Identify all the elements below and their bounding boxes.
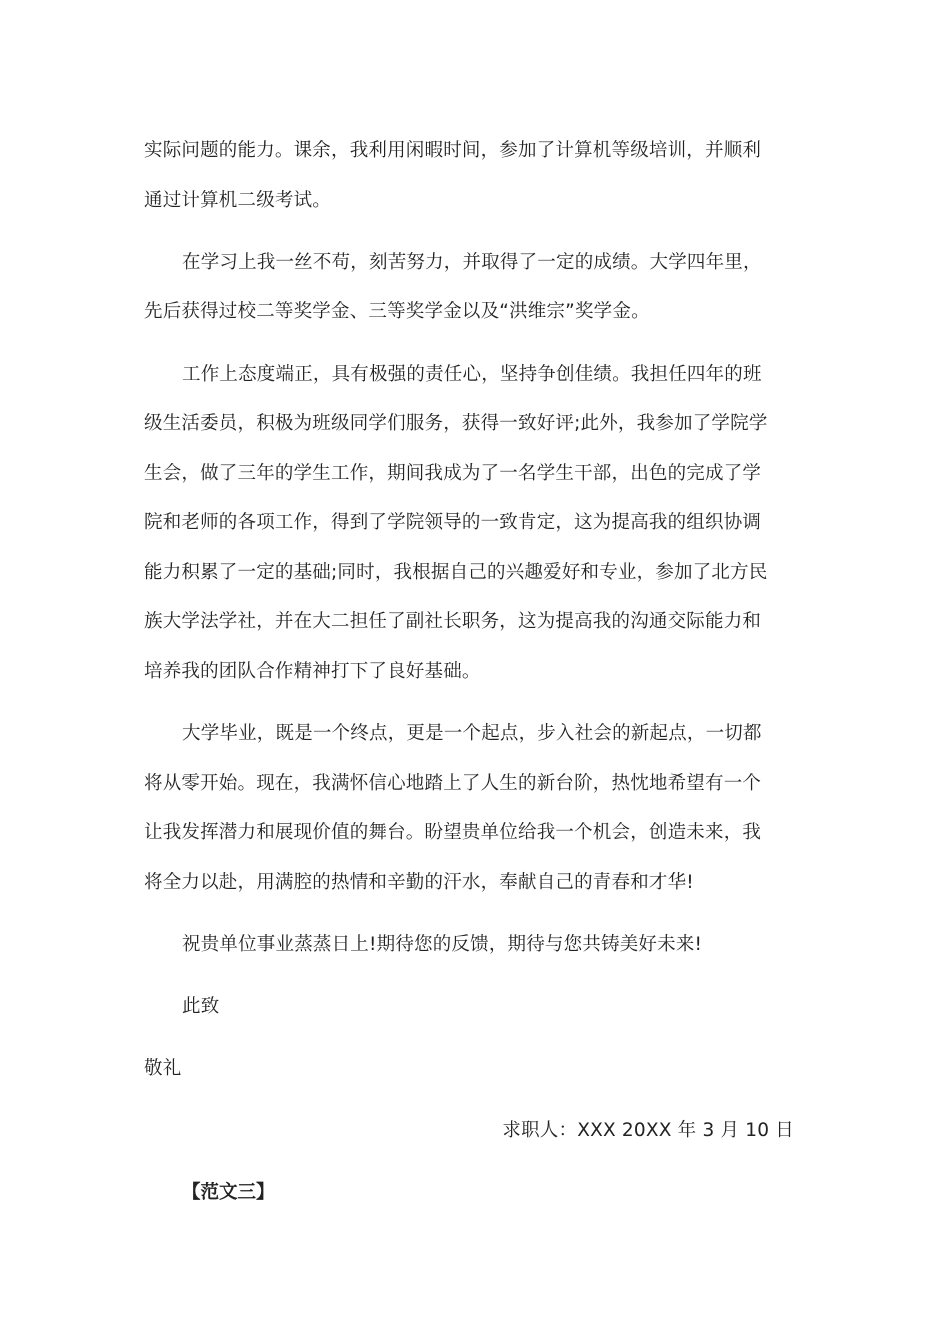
signature-and-date: 求职人：XXX 20XX 年 3 月 10 日 (502, 1120, 794, 1141)
paragraph-1-line-2: 通过计算机二级考试。 (144, 190, 332, 211)
paragraph-3-line-3: 生会，做了三年的学生工作，期间我成为了一名学生干部，出色的完成了学 (144, 463, 762, 484)
paragraph-4-line-4: 将全力以赴，用满腔的热情和辛勤的汗水，奉献自己的青春和才华! (144, 872, 694, 893)
salutation-line-2: 敬礼 (144, 1058, 182, 1079)
paragraph-3-line-1: 工作上态度端正，具有极强的责任心，坚持争创佳绩。我担任四年的班 (182, 364, 762, 385)
paragraph-1-line-1: 实际问题的能力。课余，我利用闲暇时间，参加了计算机等级培训，并顺利 (144, 140, 762, 161)
paragraph-2-line-2: 先后获得过校二等奖学金、三等奖学金以及“洪维宗”奖学金。 (144, 301, 650, 322)
paragraph-4-line-2: 将从零开始。现在，我满怀信心地踏上了人生的新台阶，热忱地希望有一个 (144, 773, 762, 794)
paragraph-3-line-2: 级生活委员，积极为班级同学们服务，获得一致好评;此外，我参加了学院学 (144, 413, 768, 434)
paragraph-3-line-7: 培养我的团队合作精神打下了良好基础。 (144, 661, 481, 682)
paragraph-2-line-1: 在学习上我一丝不苟，刻苦努力，并取得了一定的成绩。大学四年里， (182, 252, 762, 273)
paragraph-3-line-4: 院和老师的各项工作，得到了学院领导的一致肯定，这为提高我的组织协调 (144, 512, 762, 533)
paragraph-3-line-5: 能力积累了一定的基础;同时，我根据自己的兴趣爱好和专业，参加了北方民 (144, 562, 768, 583)
closing-wish: 祝贵单位事业蒸蒸日上!期待您的反馈，期待与您共铸美好未来! (182, 934, 703, 955)
next-section-heading: 【范文三】 (182, 1182, 275, 1203)
paragraph-4-line-3: 让我发挥潜力和展现价值的舞台。盼望贵单位给我一个机会，创造未来，我 (144, 822, 762, 843)
salutation-line-1: 此致 (182, 996, 220, 1017)
paragraph-3-line-6: 族大学法学社，并在大二担任了副社长职务，这为提高我的沟通交际能力和 (144, 611, 762, 632)
paragraph-4-line-1: 大学毕业，既是一个终点，更是一个起点，步入社会的新起点，一切都 (182, 723, 762, 744)
